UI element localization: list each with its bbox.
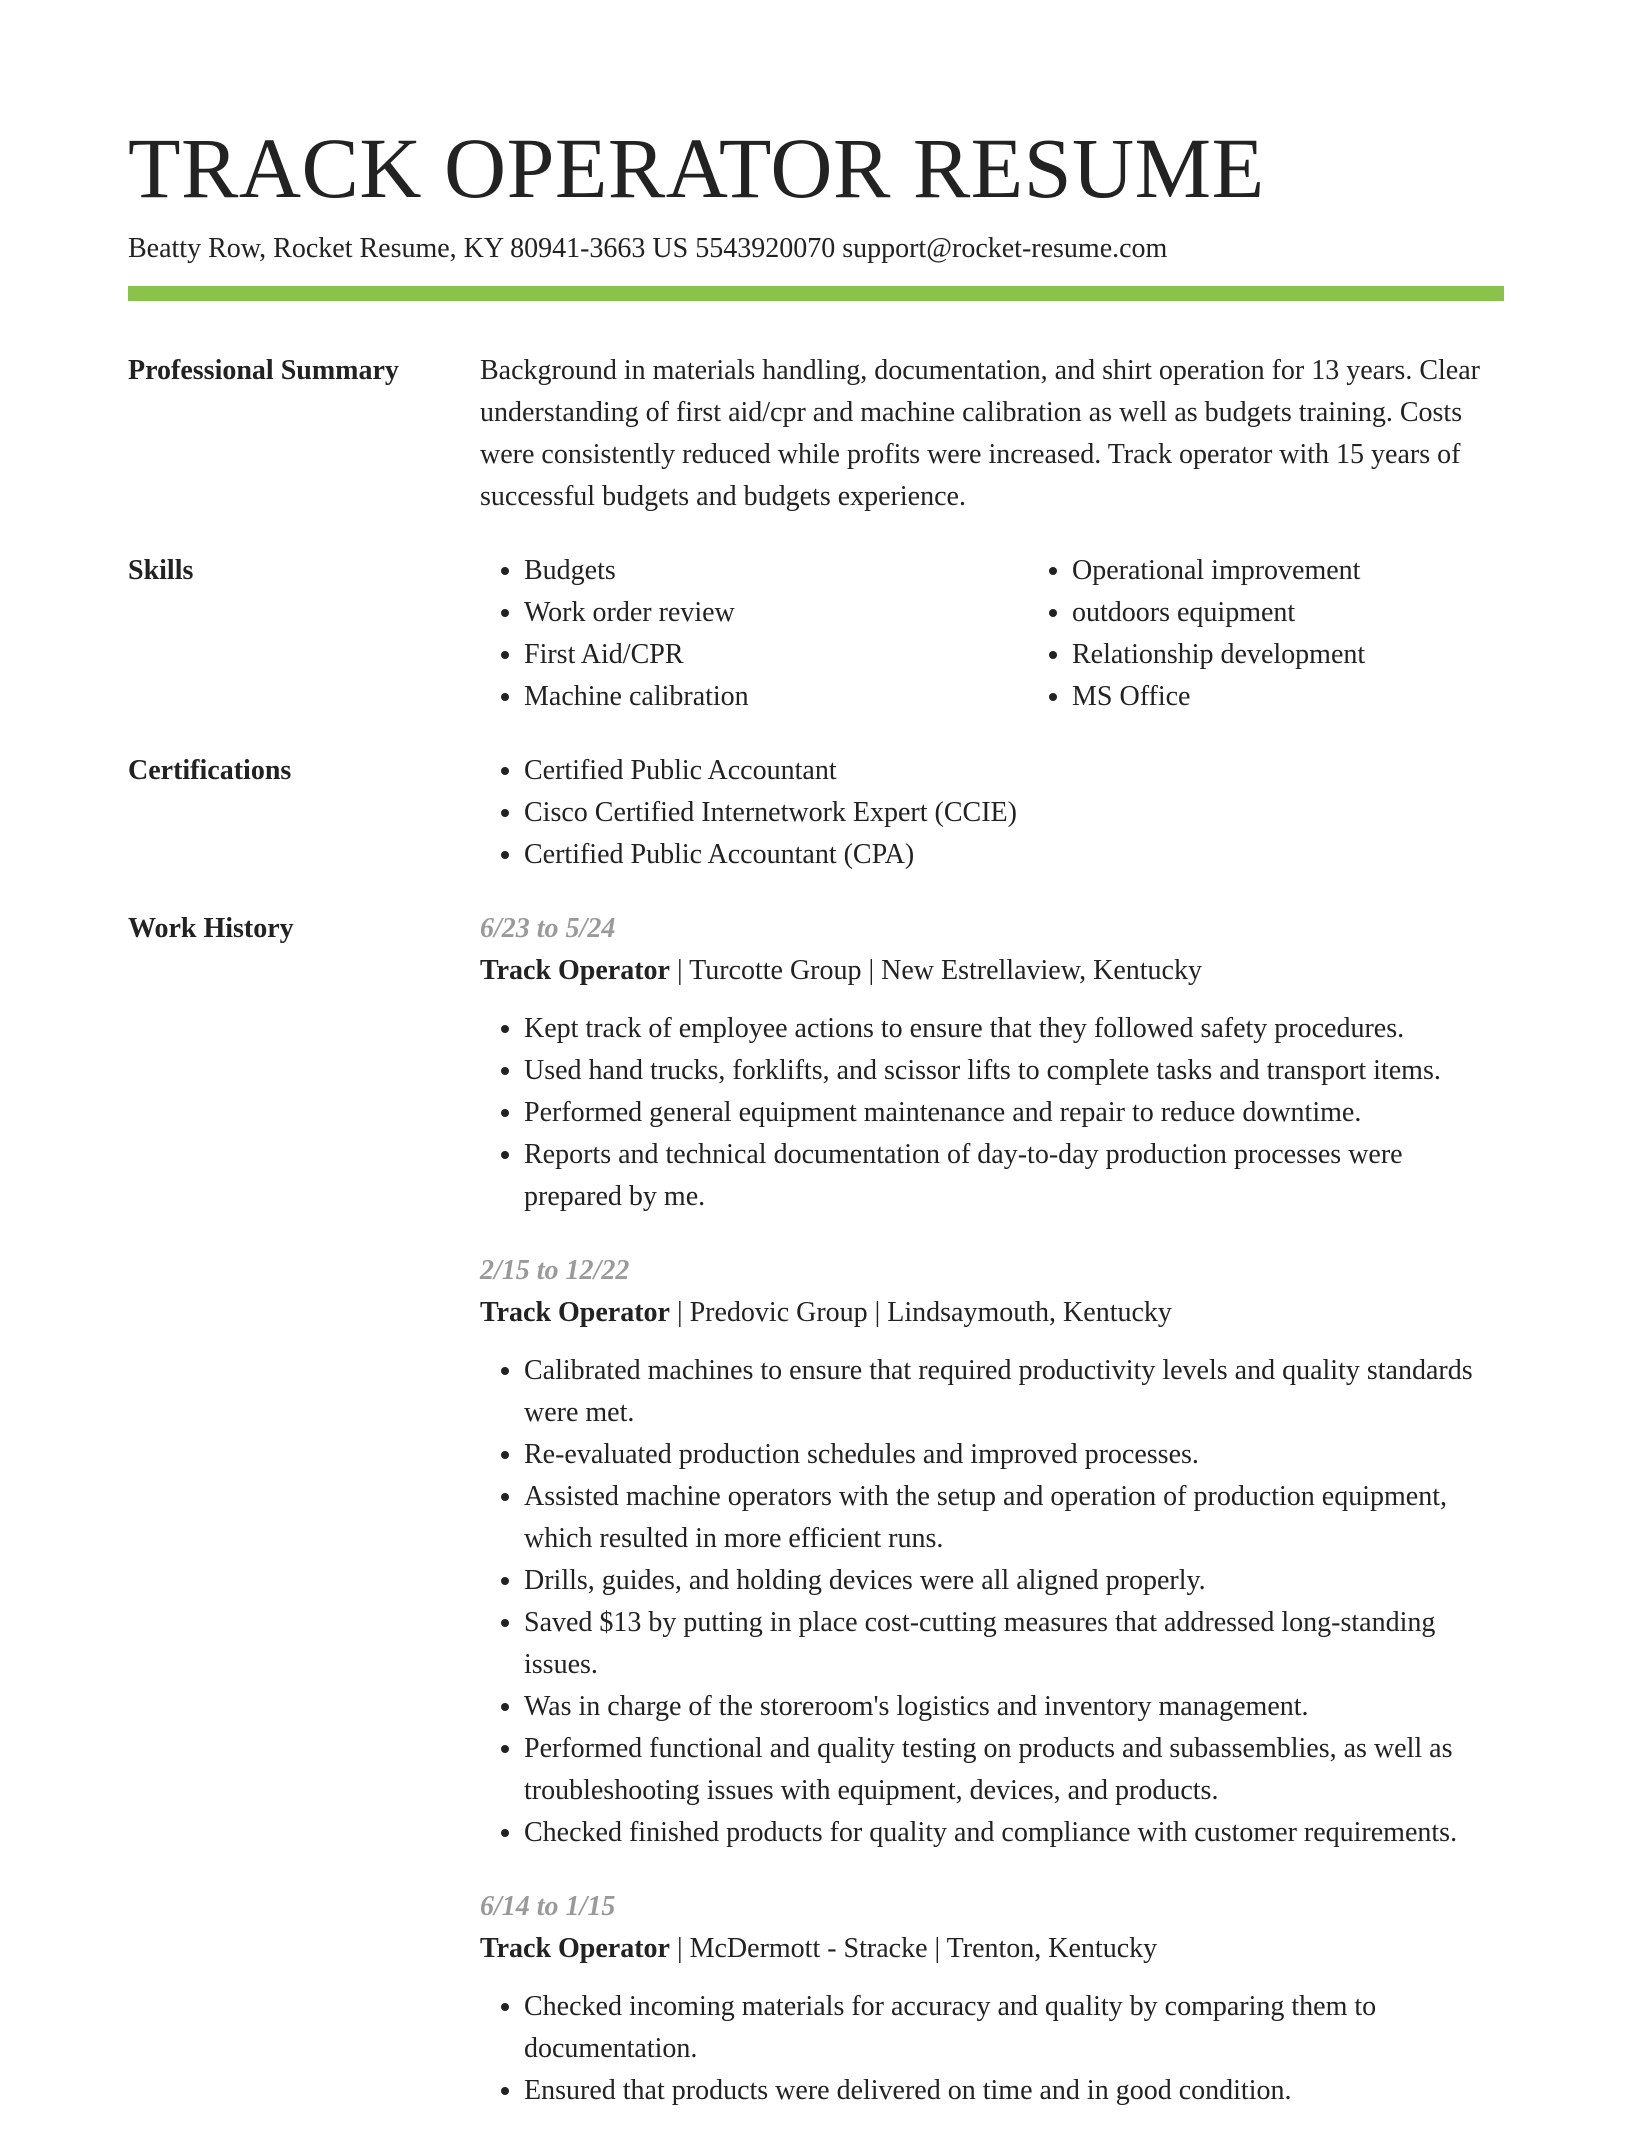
certifications-list — [480, 750, 1504, 876]
job-separator: | — [669, 1297, 690, 1328]
skill-item: • Operational improvement — [1072, 550, 1576, 592]
certification-item: • Certified Public Accountant (CPA) — [524, 834, 1504, 876]
job-bullet: • Re-evaluated production schedules and improved processes. — [524, 1434, 1504, 1476]
job-separator: | — [669, 955, 690, 986]
skills-list-left — [480, 550, 1028, 718]
job-separator: | — [669, 1933, 690, 1964]
job-bullets — [480, 1008, 1504, 1218]
job-bullet: • Kept track of employee actions to ensure that they followed safety procedures. — [524, 1008, 1504, 1050]
job-bullet: • Checked incoming materials for accuracy and quality by comparing them to documentation. — [524, 1986, 1504, 2070]
job-header — [480, 1928, 1504, 1970]
skill-item: • Work order review — [524, 592, 1028, 634]
skill-item: • Relationship development — [1072, 634, 1576, 676]
skill-item: • Machine calibration — [524, 676, 1028, 718]
job-title: Track Operator — [480, 955, 670, 986]
job-bullets — [480, 1350, 1504, 1854]
job-separator: | — [861, 955, 882, 986]
job-entry — [480, 908, 1504, 1218]
section-skills — [128, 550, 1504, 718]
job-company: Turcotte Group — [689, 955, 862, 986]
contact-line: Beatty Row, Rocket Resume, KY 80941-3663 US 5543920070 support@rocket-resume.com — [128, 233, 1168, 264]
job-separator: | — [867, 1297, 888, 1328]
section-body — [480, 350, 1504, 518]
job-bullet: • Performed general equipment maintenance and repair to reduce downtime. — [524, 1092, 1504, 1134]
job-bullet: • Was in charge of the storeroom's logistics and inventory management. — [524, 1686, 1504, 1728]
job-dates: 6/14 to 1/15 — [480, 1891, 616, 1922]
skill-item: • MS Office — [1072, 676, 1576, 718]
job-bullet: • Performed functional and quality testing on products and subassemblies, as well as troubleshooting issues with equipment, devices, and products. — [524, 1728, 1504, 1812]
resume-title: TRACK OPERATOR RESUME — [128, 120, 1265, 216]
job-title: Track Operator — [480, 1297, 670, 1328]
section-professional-summary — [128, 350, 1504, 518]
section-label: Skills — [128, 555, 194, 586]
section-label: Work History — [128, 913, 294, 944]
job-bullet: • Calibrated machines to ensure that required productivity levels and quality standards were met. — [524, 1350, 1504, 1434]
section-body — [480, 550, 1576, 718]
skills-list-right — [1028, 550, 1576, 718]
job-dates: 2/15 to 12/22 — [480, 1255, 630, 1286]
job-entry — [480, 1250, 1504, 1854]
job-bullet: • Reports and technical documentation of day-to-day production processes were prepared by me. — [524, 1134, 1504, 1218]
section-label: Professional Summary — [128, 355, 399, 386]
certification-item: • Certified Public Accountant — [524, 750, 1504, 792]
job-bullet: • Checked finished products for quality and compliance with customer requirements. — [524, 1812, 1504, 1854]
job-bullet: • Saved $13 by putting in place cost-cutting measures that addressed long-standing issues. — [524, 1602, 1504, 1686]
job-header — [480, 1292, 1504, 1334]
job-bullet: • Ensured that products were delivered on time and in good condition. — [524, 2070, 1504, 2112]
job-location: New Estrellaview, Kentucky — [881, 955, 1202, 986]
job-header — [480, 950, 1504, 992]
skills-grid — [480, 550, 1576, 718]
job-location: Lindsaymouth, Kentucky — [887, 1297, 1172, 1328]
job-separator: | — [927, 1933, 947, 1964]
section-certifications — [128, 750, 1504, 876]
certification-item: • Cisco Certified Internetwork Expert (CCIE) — [524, 792, 1504, 834]
skill-item: • First Aid/CPR — [524, 634, 1028, 676]
job-bullets — [480, 1986, 1504, 2112]
job-location: Trenton, Kentucky — [946, 1933, 1158, 1964]
skill-item: • outdoors equipment — [1072, 592, 1576, 634]
summary-text: Background in materials handling, documentation, and shirt operation for 13 years. Clear understanding of first aid/cpr and machine calibration as well as budgets training. Costs were consistently reduced while profits were increased. Track operator with 15 years of successful budgets and budgets experience. — [480, 355, 1480, 512]
job-entry — [480, 1886, 1504, 2112]
job-company: McDermott - Stracke — [689, 1933, 928, 1964]
job-bullet: • Assisted machine operators with the setup and operation of production equipment, which resulted in more efficient runs. — [524, 1476, 1504, 1560]
resume-content — [128, 350, 1504, 2144]
job-bullet: • Drills, guides, and holding devices were all aligned properly. — [524, 1560, 1504, 1602]
section-body — [480, 908, 1504, 2112]
job-bullet: • Used hand trucks, forklifts, and scissor lifts to complete tasks and transport items. — [524, 1050, 1504, 1092]
section-label: Certifications — [128, 755, 292, 786]
accent-divider — [128, 286, 1504, 301]
section-work-history — [128, 908, 1504, 2112]
job-dates: 6/23 to 5/24 — [480, 913, 616, 944]
section-body — [480, 750, 1504, 876]
job-title: Track Operator — [480, 1933, 670, 1964]
skill-item: • Budgets — [524, 550, 1028, 592]
job-company: Predovic Group — [689, 1297, 868, 1328]
